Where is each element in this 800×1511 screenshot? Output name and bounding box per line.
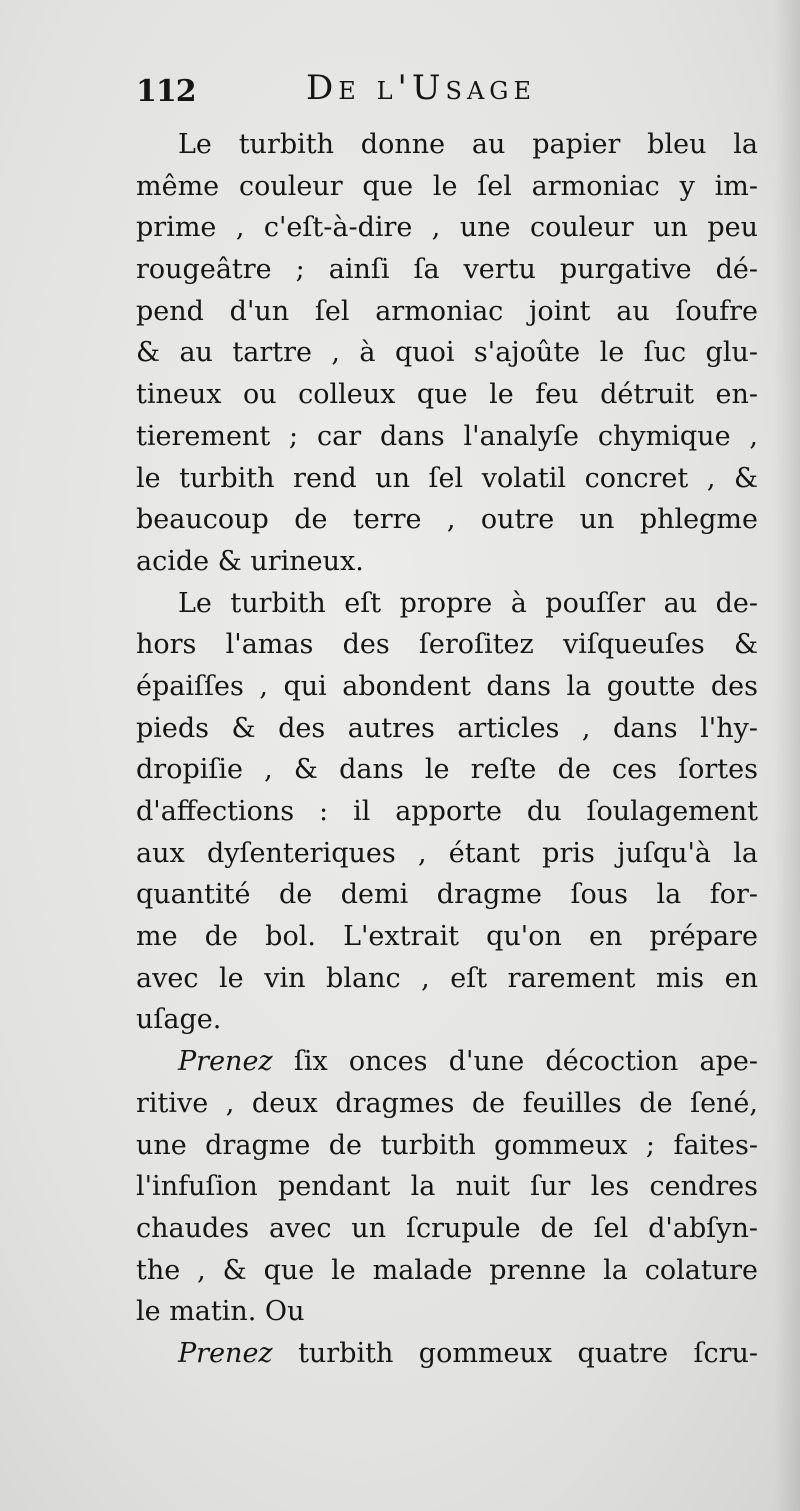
text-line: beaucoup de terre , outre un phlegme — [136, 504, 758, 536]
text-line: une dragme de turbith gommeux ; faites- — [136, 1129, 758, 1161]
running-head: De l'Usage — [306, 68, 536, 108]
text-line: Prenez turbith gommeux quatre ſcru- — [178, 1337, 758, 1369]
paragraph-turbith-uses — [136, 583, 758, 1042]
page-number: 112 — [136, 74, 196, 109]
text-line: ritive , deux dragmes de feuilles de ſené, — [136, 1087, 758, 1119]
text-line: tierement ; car dans l'analyſe chymique , — [136, 420, 758, 452]
text-line: uſage. — [136, 1004, 222, 1036]
text-line: chaudes avec un ſcrupule de ſel d'abſyn- — [136, 1212, 758, 1244]
page-header — [136, 68, 606, 118]
text-line: acide & urineux. — [136, 545, 364, 577]
text-line: quantité de demi dragme ſous la for- — [136, 879, 758, 911]
text-line: le matin. Ou — [136, 1296, 305, 1328]
text-line: l'infuſion pendant la nuit ſur les cendres — [136, 1171, 758, 1203]
paragraph-recipe-two — [136, 1333, 758, 1375]
text-line: aux dyſenteriques , étant pris juſqu'à la — [136, 837, 758, 869]
body-text — [136, 124, 758, 1375]
text-line: & au tartre , à quoi s'ajoûte le ſuc glu- — [136, 337, 758, 369]
text-line: me de bol. L'extrait qu'on en prépare — [136, 921, 758, 953]
paragraph-turbith-color — [136, 124, 758, 583]
text-line: Le turbith eſt propre à pouſſer au de- — [178, 587, 758, 619]
text-line: Prenez ſix onces d'une décoction ape- — [178, 1046, 758, 1078]
text-line: tineux ou colleux que le feu détruit en- — [136, 379, 758, 411]
text-line: d'affections : il apporte du ſoulagement — [136, 796, 758, 827]
text-line: épaiſſes , qui abondent dans la goutte des — [136, 670, 758, 702]
text-line: avec le vin blanc , eſt rarement mis en — [136, 962, 758, 994]
text-line: pieds & des autres articles , dans l'hy- — [136, 712, 758, 744]
text-line: prime , c'eſt-à-dire , une couleur un peu — [136, 212, 758, 244]
text-line: dropiſie , & dans le reſte de ces ſortes — [136, 754, 758, 786]
text-line: hors l'amas des ſeroſitez viſqueuſes & — [136, 629, 758, 661]
text-line: le turbith rend un ſel volatil concret , & — [136, 462, 758, 494]
text-line: rougeâtre ; ainſi ſa vertu purgative dé- — [136, 254, 758, 286]
paragraph-recipe-one — [136, 1041, 758, 1333]
text-line: Le turbith donne au papier bleu la — [178, 129, 758, 160]
text-line: même couleur que le ſel armoniac y im- — [136, 170, 758, 202]
text-line: the , & que le malade prenne la colature — [136, 1254, 758, 1286]
text-line: pend d'un ſel armoniac joint au ſoufre — [136, 295, 758, 327]
